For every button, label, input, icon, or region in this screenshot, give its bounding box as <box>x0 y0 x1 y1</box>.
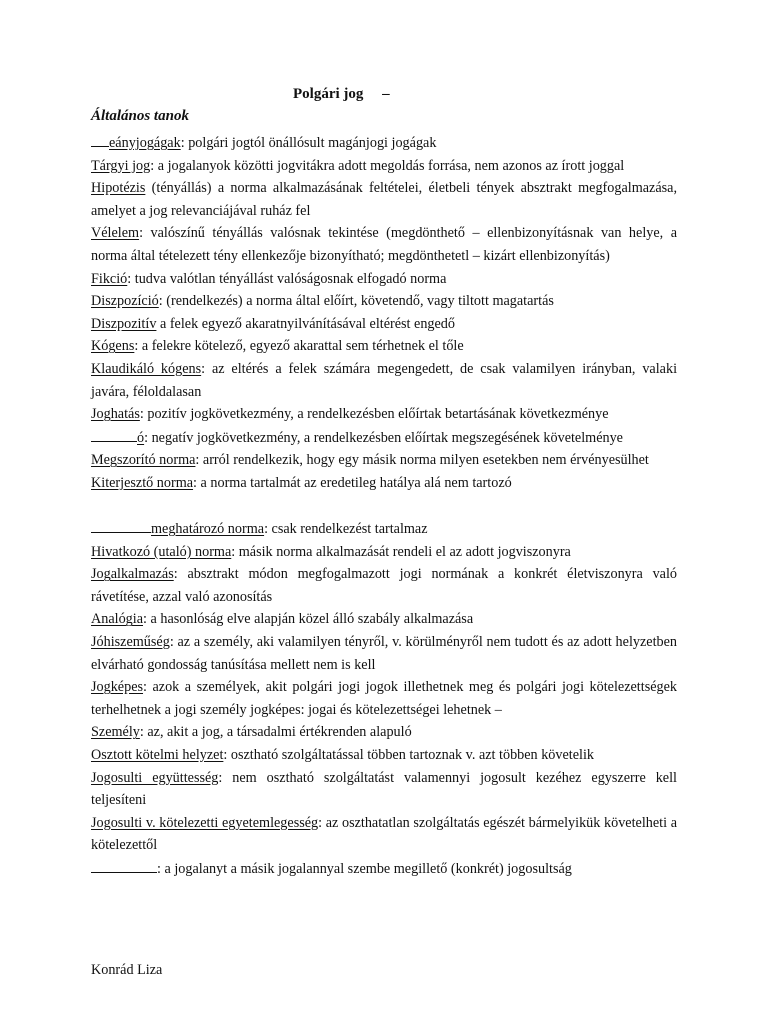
definition-text: : a hasonlóság elve alapján közel álló szabály alkalmazása <box>143 611 474 628</box>
definition-term: Jogosulti v. kötelezetti egyetemlegesség <box>91 814 319 831</box>
definition-entry <box>91 812 677 857</box>
definition-entry <box>91 313 677 336</box>
blank-line <box>91 495 677 518</box>
definition-text: (tényállás) a norma alkalmazásának feltételei, életbeli tények absztrakt megfogalmazása, amelyet a jog relevanciájával ruház fel <box>91 180 677 219</box>
definition-text: : azok a személyek, akit polgári jogi jogok illethetnek meg és polgári jogi kötelezettségek terhelhetnek a jogi személy jogképes: jogai és kötelezettségei lehetnek – <box>91 679 677 718</box>
definition-term: Osztott kötelmi helyzet <box>91 747 224 764</box>
section-subtitle: Általános tanok <box>91 108 189 124</box>
definition-entry <box>91 721 677 744</box>
definition-entry <box>91 358 677 403</box>
definition-text: : polgári jogtól önállósult magánjogi jogágak <box>180 135 437 151</box>
definition-text: : a felekre kötelező, egyező akarattal sem térhetnek el tőle <box>134 338 464 355</box>
definition-term: Jóhiszeműség <box>91 634 170 651</box>
definition-term: Jogalkalmazás <box>91 566 174 583</box>
definition-term: Vélelem <box>91 225 140 242</box>
definition-text: : csak rendelkezést tartalmaz <box>264 521 428 538</box>
definition-text: : nem osztható szolgáltatást valamennyi jogosult kezéhez egyszerre kell teljesíteni <box>91 769 677 809</box>
definition-text: : osztható szolgáltatással többen tartoznak v. azt többen követelik <box>223 747 594 764</box>
definition-term: Diszpozitív <box>91 315 157 332</box>
blank-underline <box>91 426 137 442</box>
author-name: Konrád Liza <box>91 962 163 978</box>
blank-underline <box>91 857 157 873</box>
definition-entry <box>91 131 677 155</box>
page-title: Polgári jog – <box>293 86 390 102</box>
definition-text: : valószínű tényállás valósnak tekintése (megdönthető – ellenbizonyításnak van helye, a norma által tételezett tény ellenkezője bizonyítható; megdönthetetl – kizárt ellenbizonyítás) <box>91 225 677 264</box>
blank-underline <box>91 131 109 147</box>
definition-text: : az eltérés a felek számára megengedett, de csak valamilyen irányban, valaki javára, féloldalasan <box>91 360 678 400</box>
definition-text: : a norma tartalmát az eredetileg hatálya alá nem tartozó <box>193 474 512 491</box>
definition-text: : negatív jogkövetkezmény, a rendelkezésben előírtak megszegésének követelménye <box>144 429 623 446</box>
definition-text: : absztrakt módon megfogalmazott jogi normának a konkrét életviszonyra való rávetítése, azzal való azonosítás <box>91 566 677 605</box>
definition-entry <box>91 857 677 881</box>
definition-text: : pozitív jogkövetkezmény, a rendelkezésben előírtak betartásának következménye <box>139 406 609 423</box>
definition-entry <box>91 541 677 564</box>
definition-entry <box>91 608 677 631</box>
definition-text: : az a személy, aki valamilyen tényről, v. körülményről nem tudott és az adott helyzetben elvárható gondosság tanúsítása mellett nem is kell <box>91 634 677 673</box>
definition-term: Személy <box>91 724 140 741</box>
definition-entry <box>91 563 677 608</box>
definition-term: Hivatkozó (utaló) norma <box>91 543 232 560</box>
definition-term: Kógens <box>91 338 135 355</box>
definition-term: meghatározó norma <box>151 521 265 538</box>
definition-list <box>91 131 677 881</box>
definition-term: eányjogágak <box>109 135 181 151</box>
definition-term: ó <box>137 429 145 446</box>
definition-entry <box>91 335 677 358</box>
definition-text: : (rendelkezés) a norma által előírt, követendő, vagy tiltott magatartás <box>158 293 554 310</box>
definition-term: Megszorító norma <box>91 452 196 469</box>
definition-entry <box>91 177 677 222</box>
definition-term: Analógia <box>91 611 144 628</box>
definition-text: : az oszthatatlan szolgáltatás egészét bármelyikük követelheti a kötelezettől <box>91 814 677 854</box>
definition-entry <box>91 517 677 541</box>
definition-entry <box>91 426 677 450</box>
definition-term: Hipotézis <box>91 180 146 197</box>
definition-text: : az, akit a jog, a társadalmi értékrenden alapuló <box>139 724 412 741</box>
definition-term: Klaudikáló kógens <box>91 360 202 377</box>
definition-text: : másik norma alkalmazását rendeli el az adott jogviszonyra <box>231 543 571 560</box>
definition-term: Jogképes <box>91 679 144 696</box>
definition-text: a felek egyező akaratnyilvánításával eltérést engedő <box>156 315 455 332</box>
definition-entry <box>91 676 677 721</box>
definition-term: Tárgyi jog <box>91 157 151 174</box>
definition-entry <box>91 290 677 313</box>
definition-term: Joghatás <box>91 406 140 423</box>
definition-term: Jogosulti együttesség <box>91 769 219 786</box>
definition-entry <box>91 767 677 812</box>
definition-entry <box>91 403 677 426</box>
definition-term: Fikció <box>91 270 128 287</box>
definition-entry <box>91 268 677 291</box>
definition-text: : a jogalanyt a másik jogalannyal szembe megillető (konkrét) jogosultság <box>157 861 572 877</box>
definition-term: Kiterjesztő norma <box>91 474 194 491</box>
definition-text: : arról rendelkezik, hogy egy másik norma milyen esetekben nem érvényesülhet <box>195 452 649 469</box>
definition-entry <box>91 449 677 472</box>
definition-entry <box>91 631 677 676</box>
definition-entry <box>91 155 677 178</box>
definition-text: : tudva valótlan tényállást valóságosnak elfogadó norma <box>127 270 447 287</box>
definition-term: Diszpozíció <box>91 293 159 310</box>
definition-entry <box>91 472 677 495</box>
definition-entry <box>91 744 677 767</box>
blank-underline <box>91 517 151 533</box>
definition-text: : a jogalanyok közötti jogvitákra adott megoldás forrása, nem azonos az írott joggal <box>150 157 625 174</box>
definition-entry <box>91 222 677 267</box>
